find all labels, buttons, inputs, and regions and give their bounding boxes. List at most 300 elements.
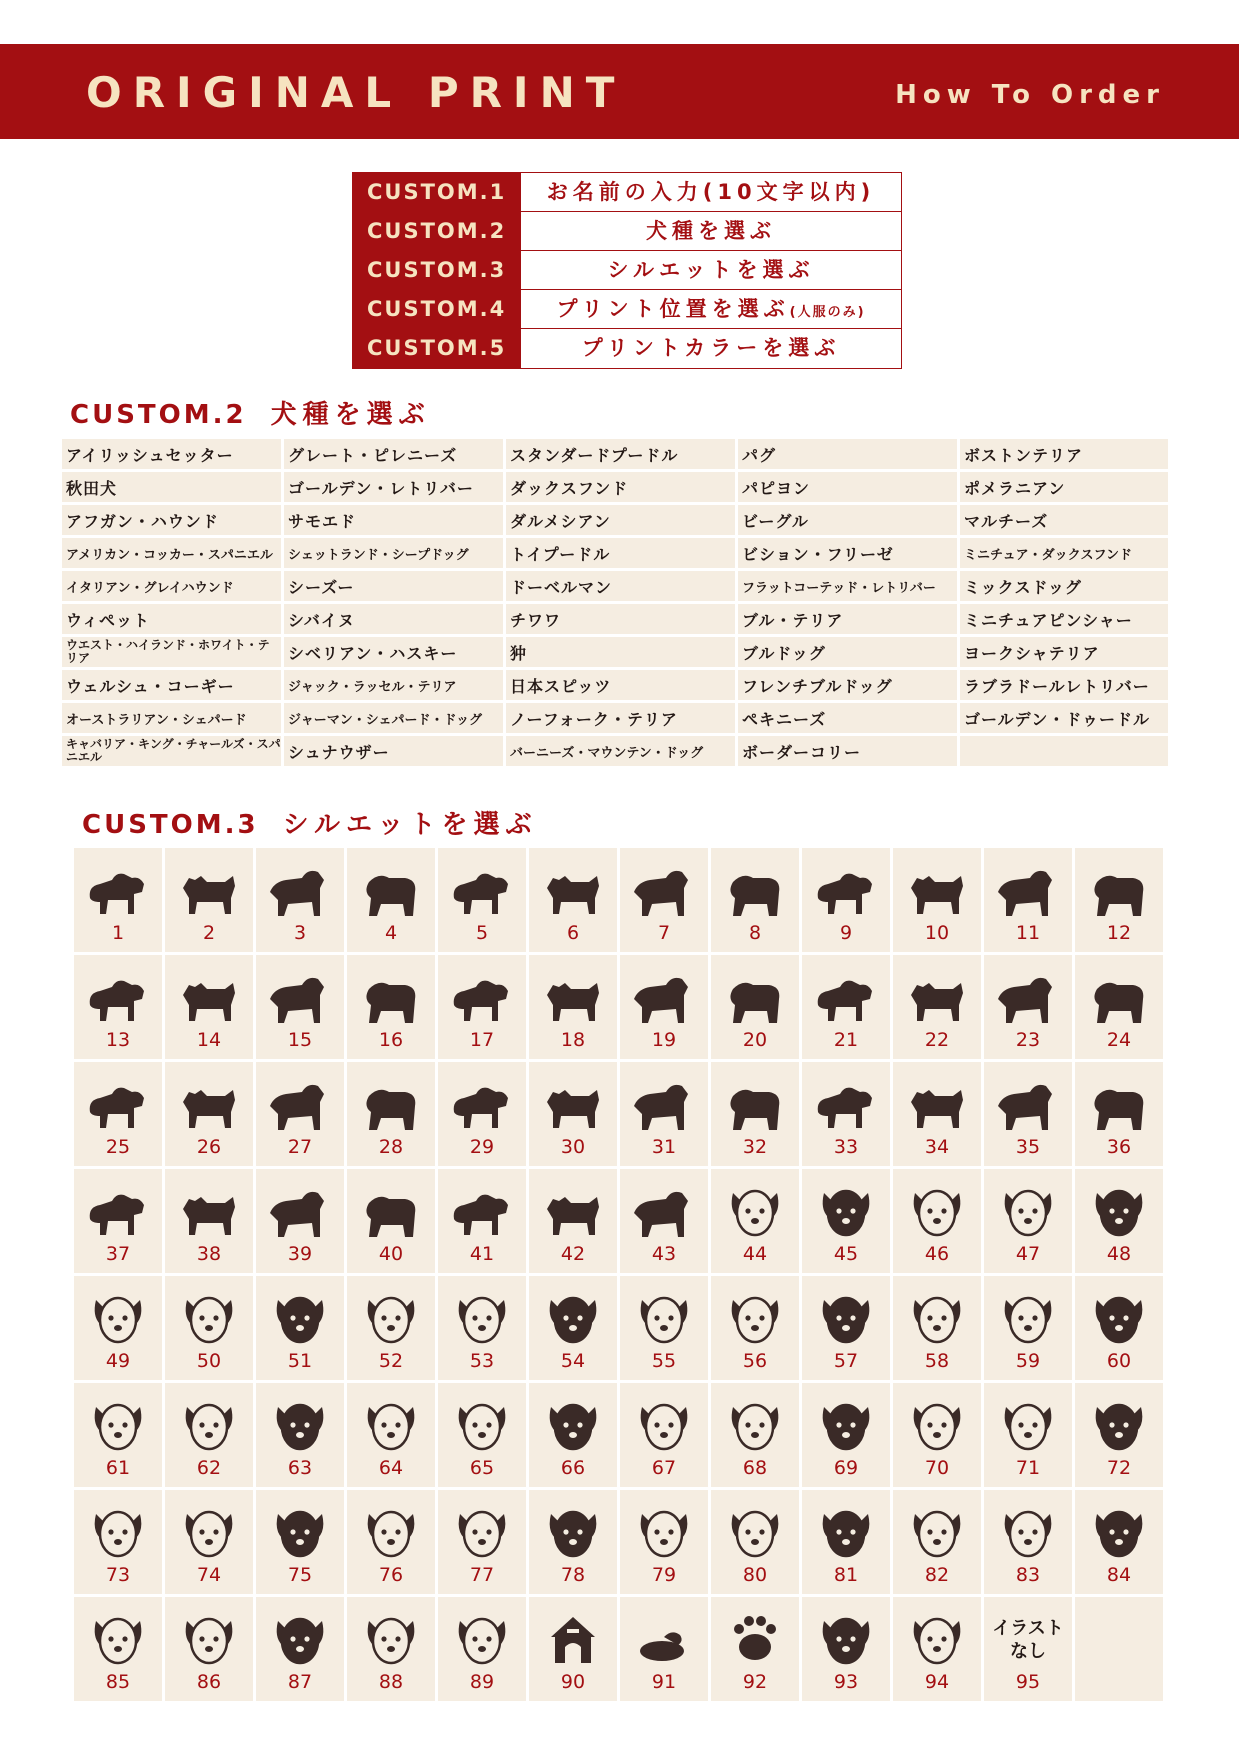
breed-cell[interactable]: 狆 [506,637,738,670]
breed-cell[interactable]: シュナウザー [284,736,506,769]
silhouette-number: 33 [833,1136,859,1158]
dog-silhouette-icon [173,965,245,1029]
silhouette-option[interactable] [74,1062,165,1169]
silhouette-option[interactable] [438,1383,529,1490]
silhouette-number: 60 [1106,1350,1132,1372]
dog-silhouette-icon [1083,1393,1155,1457]
silhouette-option[interactable] [256,1383,347,1490]
breed-cell[interactable]: アフガン・ハウンド [62,505,284,538]
silhouette-number: 23 [1015,1029,1041,1051]
dog-silhouette-icon [901,1179,973,1243]
breed-cell[interactable]: ドーベルマン [506,571,738,604]
silhouette-option[interactable] [1075,955,1166,1062]
silhouette-option[interactable] [438,1169,529,1276]
silhouette-option[interactable] [984,1276,1075,1383]
silhouette-option[interactable] [1075,1169,1166,1276]
silhouette-option[interactable] [620,1597,711,1704]
silhouette-option[interactable] [347,955,438,1062]
breed-cell[interactable]: ゴールデン・ドゥードル [960,703,1171,736]
breed-cell[interactable]: イタリアン・グレイハウンド [62,571,284,604]
breed-cell[interactable]: キャバリア・キング・チャールズ・スパニエル [62,736,284,769]
silhouette-number: 69 [833,1457,859,1479]
silhouette-option[interactable] [711,1169,802,1276]
breed-cell[interactable]: オーストラリアン・シェパード [62,703,284,736]
silhouette-number: 2 [202,922,216,944]
dog-silhouette-icon [446,1072,518,1136]
silhouette-option[interactable] [620,1062,711,1169]
dog-silhouette-icon [173,1500,245,1564]
dog-silhouette-icon [355,1179,427,1243]
silhouette-number: 53 [469,1350,495,1372]
dog-silhouette-icon [810,1179,882,1243]
silhouette-number: 7 [657,922,671,944]
silhouette-option[interactable] [984,1062,1075,1169]
silhouette-option[interactable] [620,1276,711,1383]
silhouette-number: 13 [105,1029,131,1051]
silhouette-option[interactable] [347,1062,438,1169]
silhouette-option[interactable] [347,1597,438,1704]
dog-silhouette-icon [992,1393,1064,1457]
silhouette-number: 78 [560,1564,586,1586]
dog-silhouette-icon [628,1500,700,1564]
breed-cell[interactable]: シバイヌ [284,604,506,637]
dog-silhouette-icon [901,1607,973,1671]
breed-cell[interactable]: トイプードル [506,538,738,571]
silhouette-number: 54 [560,1350,586,1372]
silhouette-number: 25 [105,1136,131,1158]
page-subtitle: How To Order [895,80,1165,110]
breed-cell[interactable]: ミニチュア・ダックスフンド [960,538,1171,571]
silhouette-option[interactable] [165,1169,256,1276]
dog-silhouette-icon [173,1179,245,1243]
section2-heading [70,394,431,431]
breed-cell[interactable]: 日本スピッツ [506,670,738,703]
silhouette-option[interactable] [74,1597,165,1704]
silhouette-option[interactable] [256,1490,347,1597]
dog-silhouette-icon [537,1607,609,1671]
silhouette-number: 94 [924,1671,950,1693]
silhouette-number: 32 [742,1136,768,1158]
dog-silhouette-icon [82,858,154,922]
silhouette-number: 31 [651,1136,677,1158]
silhouette-number: 84 [1106,1564,1132,1586]
silhouette-option[interactable] [347,1490,438,1597]
dog-silhouette-icon [1083,1286,1155,1350]
silhouette-option[interactable] [711,1383,802,1490]
dog-silhouette-icon [719,1179,791,1243]
breed-cell[interactable]: フレンチブルドッグ [738,670,960,703]
dog-silhouette-icon [355,1500,427,1564]
silhouette-number: 38 [196,1243,222,1265]
dog-silhouette-icon [264,858,336,922]
breed-cell[interactable]: グレート・ピレニーズ [284,439,506,472]
silhouette-number: 21 [833,1029,859,1051]
silhouette-option[interactable] [529,848,620,955]
no-illustration-label: イラスト なし [992,1618,1064,1662]
silhouette-option[interactable] [438,1062,529,1169]
summary-row[interactable] [353,329,901,368]
silhouette-option[interactable] [438,848,529,955]
silhouette-number: 80 [742,1564,768,1586]
breed-cell[interactable]: ミニチュアピンシャー [960,604,1171,637]
dog-silhouette-icon [901,1286,973,1350]
breed-cell[interactable]: フラットコーテッド・レトリバー [738,571,960,604]
breed-cell[interactable]: ボストンテリア [960,439,1171,472]
dog-silhouette-icon [992,965,1064,1029]
dog-silhouette-icon [355,1072,427,1136]
silhouette-option[interactable] [802,1383,893,1490]
silhouette-option[interactable] [256,1276,347,1383]
breed-cell[interactable]: ビーグル [738,505,960,538]
dog-silhouette-icon [173,1286,245,1350]
silhouette-option[interactable] [74,1383,165,1490]
silhouette-option[interactable] [1075,1383,1166,1490]
silhouette-option[interactable] [256,848,347,955]
silhouette-option[interactable] [802,1062,893,1169]
silhouette-number: 29 [469,1136,495,1158]
summary-label: CUSTOM.2 [353,212,521,250]
silhouette-number: 62 [196,1457,222,1479]
silhouette-number: 70 [924,1457,950,1479]
silhouette-number: 58 [924,1350,950,1372]
dog-silhouette-icon [901,1393,973,1457]
breed-cell[interactable]: ウェルシュ・コーギー [62,670,284,703]
dog-silhouette-icon [628,858,700,922]
silhouette-option[interactable] [711,848,802,955]
silhouette-option[interactable] [438,1490,529,1597]
silhouette-option[interactable] [893,1276,984,1383]
breed-cell[interactable]: ポメラニアン [960,472,1171,505]
dog-silhouette-icon [264,1072,336,1136]
breed-cell[interactable]: バーニーズ・マウンテン・ドッグ [506,736,738,769]
silhouette-option[interactable] [165,1490,256,1597]
breed-cell[interactable]: アメリカン・コッカー・スパニエル [62,538,284,571]
silhouette-number: 86 [196,1671,222,1693]
silhouette-option[interactable] [256,1597,347,1704]
breed-cell[interactable]: ラブラドールレトリバー [960,670,1171,703]
dog-silhouette-icon [355,1393,427,1457]
dog-silhouette-icon [264,1607,336,1671]
silhouette-option[interactable] [256,1062,347,1169]
dog-silhouette-icon [264,1500,336,1564]
dog-silhouette-icon [446,1607,518,1671]
silhouette-option[interactable] [74,1490,165,1597]
dog-silhouette-icon [537,965,609,1029]
dog-silhouette-icon [537,1393,609,1457]
silhouette-option[interactable] [347,1383,438,1490]
silhouette-option[interactable] [620,848,711,955]
dog-silhouette-icon [82,965,154,1029]
silhouette-option[interactable] [711,1062,802,1169]
silhouette-number: 18 [560,1029,586,1051]
breed-cell[interactable]: パピヨン [738,472,960,505]
dog-silhouette-icon [901,965,973,1029]
silhouette-number: 22 [924,1029,950,1051]
dog-silhouette-icon [992,1286,1064,1350]
breed-cell[interactable]: シェットランド・シープドッグ [284,538,506,571]
silhouette-number: 55 [651,1350,677,1372]
silhouette-option[interactable] [711,1490,802,1597]
silhouette-option[interactable] [438,1276,529,1383]
breed-cell[interactable]: ウエスト・ハイランド・ホワイト・テリア [62,637,284,670]
breed-cell[interactable]: ダルメシアン [506,505,738,538]
silhouette-option[interactable] [711,955,802,1062]
silhouette-number: 45 [833,1243,859,1265]
silhouette-option[interactable] [74,1276,165,1383]
silhouette-number: 75 [287,1564,313,1586]
silhouette-option[interactable] [984,1383,1075,1490]
breed-cell[interactable]: 秋田犬 [62,472,284,505]
silhouette-option[interactable] [802,1276,893,1383]
silhouette-option[interactable] [165,955,256,1062]
dog-silhouette-icon [901,858,973,922]
silhouette-option[interactable] [347,848,438,955]
silhouette-option[interactable] [893,1169,984,1276]
silhouette-number: 88 [378,1671,404,1693]
dog-silhouette-icon [82,1607,154,1671]
dog-silhouette-icon [992,858,1064,922]
silhouette-option[interactable] [529,955,620,1062]
breed-cell[interactable]: サモエド [284,505,506,538]
dog-silhouette-icon [355,965,427,1029]
summary-label: CUSTOM.1 [353,173,521,211]
dog-silhouette-icon [82,1286,154,1350]
breed-cell[interactable]: ボーダーコリー [738,736,960,769]
silhouette-option[interactable] [529,1276,620,1383]
silhouette-number: 81 [833,1564,859,1586]
silhouette-option[interactable] [165,1062,256,1169]
silhouette-number: 56 [742,1350,768,1372]
dog-silhouette-icon [628,1286,700,1350]
silhouette-number: 17 [469,1029,495,1051]
page-header [0,44,1239,139]
dog-silhouette-icon [901,1500,973,1564]
dog-silhouette-icon [537,1286,609,1350]
silhouette-number: 44 [742,1243,768,1265]
breed-cell[interactable]: スタンダードプードル [506,439,738,472]
summary-row[interactable] [353,251,901,290]
silhouette-option[interactable] [711,1276,802,1383]
silhouette-option[interactable] [529,1062,620,1169]
silhouette-option[interactable] [893,1383,984,1490]
breed-cell[interactable]: ブル・テリア [738,604,960,637]
silhouette-option[interactable] [620,1383,711,1490]
dog-silhouette-icon [1083,1500,1155,1564]
silhouette-number: 34 [924,1136,950,1158]
breed-cell[interactable]: チワワ [506,604,738,637]
silhouette-number: 95 [1015,1671,1041,1693]
breed-cell[interactable]: ジャーマン・シェパード・ドッグ [284,703,506,736]
silhouette-option[interactable] [438,1597,529,1704]
dog-silhouette-icon [82,1393,154,1457]
silhouette-option[interactable] [802,955,893,1062]
summary-row[interactable] [353,290,901,329]
silhouette-number: 68 [742,1457,768,1479]
silhouette-option[interactable] [1075,848,1166,955]
silhouette-number: 93 [833,1671,859,1693]
silhouette-option[interactable] [893,1490,984,1597]
dog-silhouette-icon [537,1072,609,1136]
silhouette-number: 83 [1015,1564,1041,1586]
breed-cell[interactable]: ペキニーズ [738,703,960,736]
silhouette-number: 64 [378,1457,404,1479]
dog-silhouette-icon [810,1500,882,1564]
silhouette-option[interactable] [1075,1490,1166,1597]
silhouette-number: 90 [560,1671,586,1693]
summary-row[interactable] [353,212,901,251]
silhouette-option[interactable] [347,1276,438,1383]
dog-silhouette-icon [264,965,336,1029]
silhouette-option[interactable] [802,1169,893,1276]
dog-silhouette-icon [264,1179,336,1243]
breed-cell[interactable]: ブルドッグ [738,637,960,670]
silhouette-option[interactable] [74,955,165,1062]
summary-value: お名前の入力(10文字以内) [546,180,876,204]
dog-silhouette-icon [173,1393,245,1457]
silhouette-number: 12 [1106,922,1132,944]
dog-silhouette-icon [628,1607,700,1671]
silhouette-number: 52 [378,1350,404,1372]
silhouette-number: 91 [651,1671,677,1693]
silhouette-number: 65 [469,1457,495,1479]
silhouette-option[interactable] [74,848,165,955]
silhouette-number: 82 [924,1564,950,1586]
silhouette-option[interactable] [620,1490,711,1597]
breed-cell[interactable]: パグ [738,439,960,472]
summary-value: プリントカラーを選ぶ [581,336,841,360]
silhouette-number: 63 [287,1457,313,1479]
silhouette-number: 10 [924,922,950,944]
silhouette-option[interactable] [165,1383,256,1490]
silhouette-number: 6 [566,922,580,944]
dog-silhouette-icon [901,1072,973,1136]
silhouette-option[interactable] [74,1169,165,1276]
custom-summary-table [352,172,902,369]
silhouette-number: 47 [1015,1243,1041,1265]
dog-silhouette-icon [810,1286,882,1350]
dog-silhouette-icon [82,1500,154,1564]
silhouette-option[interactable] [1075,1062,1166,1169]
silhouette-number: 49 [105,1350,131,1372]
silhouette-option[interactable] [620,1169,711,1276]
silhouette-number: 92 [742,1671,768,1693]
silhouette-number: 26 [196,1136,222,1158]
breed-cell[interactable]: マルチーズ [960,505,1171,538]
silhouette-option[interactable] [256,1169,347,1276]
dog-silhouette-icon [628,965,700,1029]
silhouette-number: 15 [287,1029,313,1051]
silhouette-option[interactable] [438,955,529,1062]
silhouette-option[interactable] [529,1597,620,1704]
silhouette-number: 39 [287,1243,313,1265]
silhouette-number: 76 [378,1564,404,1586]
silhouette-option[interactable] [893,955,984,1062]
dog-silhouette-icon [992,1072,1064,1136]
dog-silhouette-icon [628,1179,700,1243]
silhouette-number: 41 [469,1243,495,1265]
breed-table [62,439,1171,769]
dog-silhouette-icon [537,1500,609,1564]
silhouette-option[interactable] [165,1276,256,1383]
silhouette-option[interactable] [165,848,256,955]
dog-silhouette-icon [173,1072,245,1136]
dog-silhouette-icon [173,1607,245,1671]
breed-cell[interactable]: シベリアン・ハスキー [284,637,506,670]
breed-cell[interactable]: ノーフォーク・テリア [506,703,738,736]
dog-silhouette-icon [355,1607,427,1671]
silhouette-option[interactable] [984,1169,1075,1276]
silhouette-number: 66 [560,1457,586,1479]
dog-silhouette-icon [992,1179,1064,1243]
silhouette-number: 11 [1015,922,1041,944]
silhouette-option[interactable] [802,848,893,955]
summary-label: CUSTOM.3 [353,251,521,289]
silhouette-option[interactable] [529,1490,620,1597]
silhouette-option[interactable] [893,1597,984,1704]
silhouette-number: 85 [105,1671,131,1693]
dog-silhouette-icon [719,1393,791,1457]
silhouette-number: 27 [287,1136,313,1158]
dog-silhouette-icon [446,965,518,1029]
breed-cell[interactable]: ビション・フリーゼ [738,538,960,571]
silhouette-option[interactable] [802,1597,893,1704]
breed-cell[interactable]: シーズー [284,571,506,604]
dog-silhouette-icon [82,1072,154,1136]
summary-label: CUSTOM.5 [353,329,521,368]
breed-cell[interactable]: ダックスフンド [506,472,738,505]
dog-silhouette-icon [537,1179,609,1243]
section3-code: CUSTOM.3 [82,810,259,840]
silhouette-number: 43 [651,1243,677,1265]
summary-value: 犬種を選ぶ [646,219,776,243]
silhouette-option[interactable] [529,1169,620,1276]
silhouette-number: 35 [1015,1136,1041,1158]
section3-heading [82,804,537,841]
silhouette-option[interactable] [893,848,984,955]
silhouette-option[interactable] [984,955,1075,1062]
silhouette-number: 48 [1106,1243,1132,1265]
summary-row[interactable] [353,173,901,212]
silhouette-number: 87 [287,1671,313,1693]
silhouette-option[interactable] [256,955,347,1062]
silhouette-option[interactable] [802,1490,893,1597]
silhouette-number: 3 [293,922,307,944]
dog-silhouette-icon [355,858,427,922]
silhouette-option[interactable] [893,1062,984,1169]
silhouette-option[interactable] [165,1597,256,1704]
silhouette-number: 74 [196,1564,222,1586]
breed-cell[interactable]: ジャック・ラッセル・テリア [284,670,506,703]
breed-cell[interactable]: ゴールデン・レトリバー [284,472,506,505]
silhouette-number: 67 [651,1457,677,1479]
silhouette-option[interactable] [984,1490,1075,1597]
silhouette-option[interactable] [1075,1276,1166,1383]
breed-cell[interactable]: ウィペット [62,604,284,637]
silhouette-option[interactable] [984,848,1075,955]
dog-silhouette-icon [446,1500,518,1564]
silhouette-option[interactable] [529,1383,620,1490]
breed-cell[interactable]: ヨークシャテリア [960,637,1171,670]
dog-silhouette-icon [264,1393,336,1457]
silhouette-number: 57 [833,1350,859,1372]
dog-silhouette-icon [810,1607,882,1671]
silhouette-option[interactable] [347,1169,438,1276]
breed-cell[interactable]: アイリッシュセッター [62,439,284,472]
silhouette-option[interactable] [984,1597,1075,1704]
silhouette-option[interactable] [620,955,711,1062]
breed-cell[interactable]: ミックスドッグ [960,571,1171,604]
silhouette-option[interactable] [711,1597,802,1704]
